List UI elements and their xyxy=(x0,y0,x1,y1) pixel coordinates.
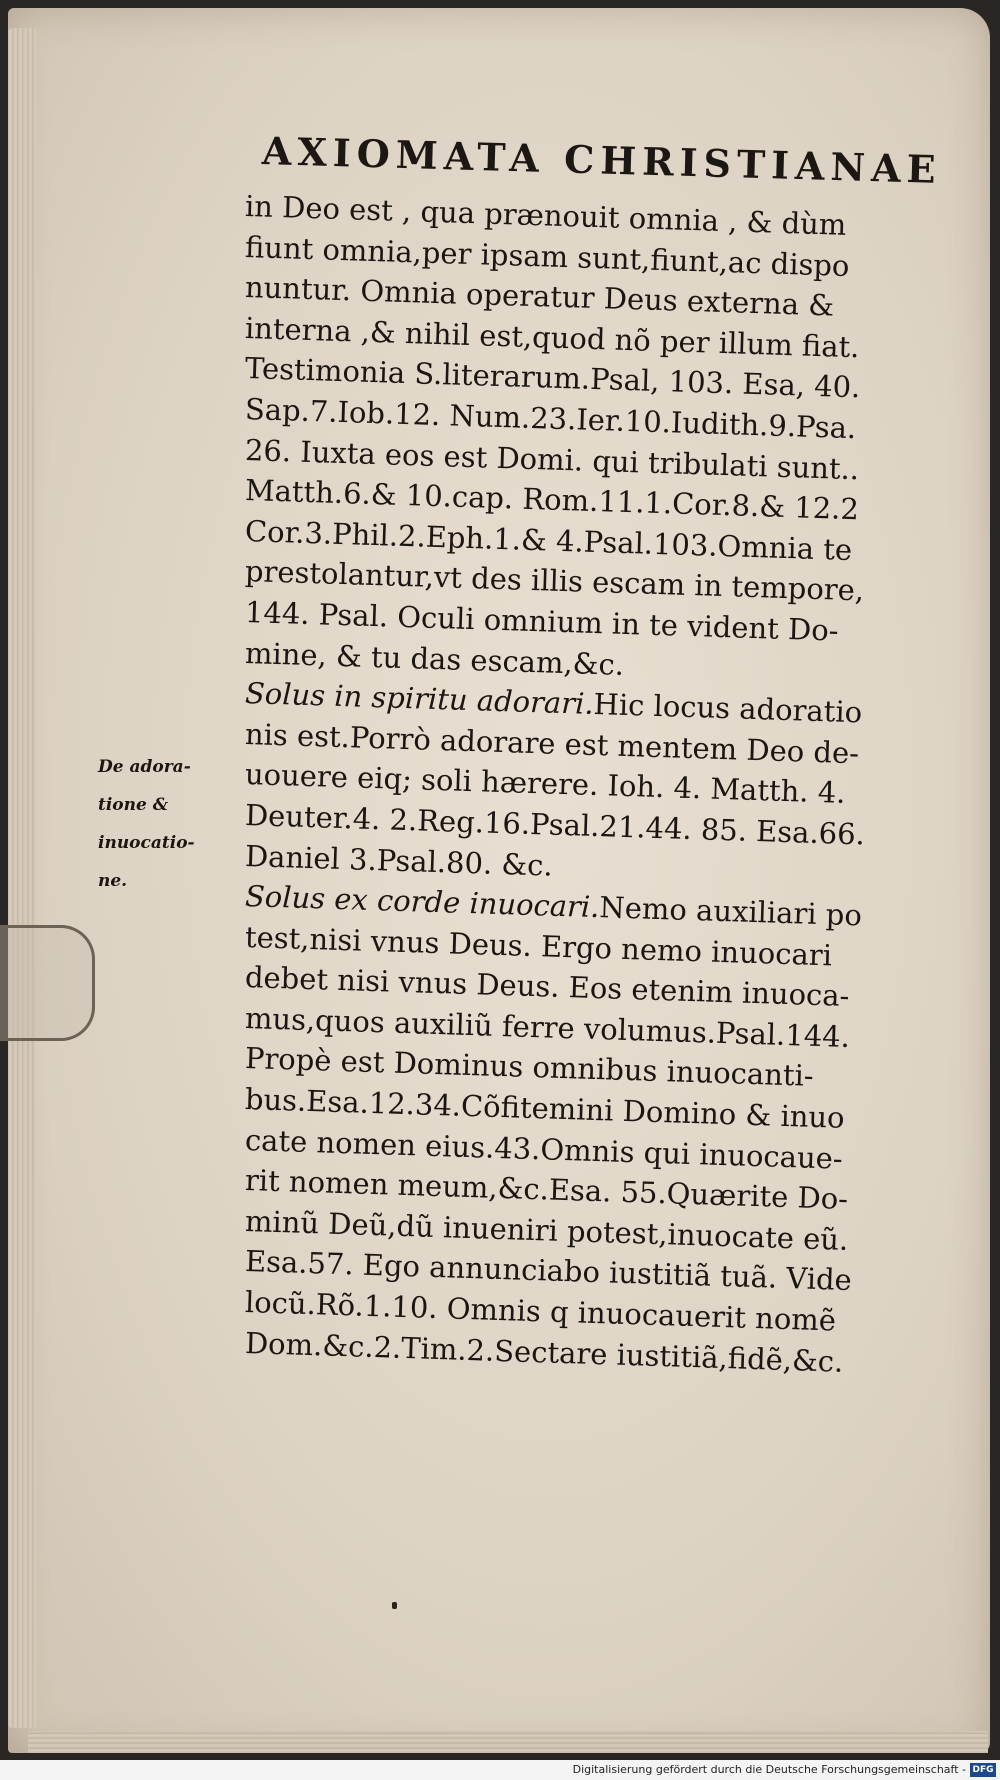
text-line: bus.Esa.12.34.Cõfitemini Domino & inuo xyxy=(244,1082,846,1135)
text-line: cate nomen eius.43.Omnis qui inuocaue- xyxy=(244,1122,844,1176)
margin-note-line: inuocatio- xyxy=(98,833,195,853)
text-line: 144. Psal. Oculi omnium in te vident Do- xyxy=(244,594,840,648)
text-line: minũ Deũ,dũ inueniri potest,inuocate eũ. xyxy=(244,1203,849,1257)
page-edge-left xyxy=(8,28,36,1728)
italic-lead: Solus ex corde inuocari. xyxy=(244,879,600,925)
footer-credit: Digitalisierung gefördert durch die Deutsche Forschungsgemeinschaft - xyxy=(572,1763,966,1776)
text-line: uouere eiq; soli hærere. Ioh. 4. Matth. 4. xyxy=(244,757,846,811)
line-rest: Hic locus adoratio xyxy=(593,687,863,730)
margin-note xyxy=(98,748,248,900)
text-line: nuntur. Omnia operatur Deus externa & xyxy=(244,270,835,323)
text-line: Propè est Dominus omnibus inuocanti- xyxy=(244,1041,815,1094)
clasp-ribbon xyxy=(0,925,95,1041)
text-line: fiunt omnia,per ipsam sunt,fiunt,ac dispo xyxy=(244,229,850,283)
signature-mark xyxy=(392,1602,397,1609)
text-line: locũ.Rõ.1.10. Omnis q inuocauerit nomẽ xyxy=(244,1285,837,1338)
text-line: Testimonia S.literarum.Psal, 103. Esa, 40. xyxy=(244,351,861,405)
dfg-logo-icon: DFG xyxy=(970,1763,996,1777)
page-edge-bottom xyxy=(28,1731,988,1753)
text-line: Sap.7.Iob.12. Num.23.Ier.10.Iudith.9.Psa. xyxy=(244,391,857,446)
text-line: nis est.Porrò adorare est mentem Deo de- xyxy=(244,716,860,771)
text-line: Dom.&c.2.Tim.2.Sectare iustitiã,fidẽ,&c. xyxy=(244,1325,844,1379)
text-line: Matth.6.& 10.cap. Rom.11.1.Cor.8.& 12.2 xyxy=(244,473,860,527)
margin-note-line: De adora- xyxy=(98,757,191,777)
text-line: rit nomen meum,&c.Esa. 55.Quærite Do- xyxy=(244,1163,849,1217)
margin-note-line: tione & xyxy=(98,795,169,815)
margin-note-line: ne. xyxy=(98,871,128,891)
text-line: Cor.3.Phil.2.Eph.1.& 4.Psal.103.Omnia te xyxy=(244,513,853,567)
digitization-footer xyxy=(0,1760,1000,1780)
text-line: mus,quos auxiliũ ferre volumus.Psal.144. xyxy=(244,1000,851,1054)
text-line: 26. Iuxta eos est Domi. qui tribulati sunt.. xyxy=(244,432,860,486)
body-text xyxy=(244,186,945,1379)
line-rest: Nemo auxiliari po xyxy=(598,890,863,933)
text-line: debet nisi vnus Deus. Eos etenim inuoca- xyxy=(244,960,850,1014)
text-line: Daniel 3.Psal.80. &c. xyxy=(244,838,554,883)
running-header: AXIOMATA CHRISTIANAE xyxy=(261,128,943,192)
text-line: prestolantur,vt des illis escam in tempore, xyxy=(244,554,865,608)
italic-lead: Solus in spiritu adorari. xyxy=(244,676,595,722)
text-line: mine, & tu das escam,&c. xyxy=(244,635,625,682)
text-line: Deuter.4. 2.Reg.16.Psal.21.44. 85. Esa.66. xyxy=(244,797,866,852)
text-line: in Deo est , qua prænouit omnia , & dùm xyxy=(244,189,847,242)
text-line: Esa.57. Ego annunciabo iustitiã tuã. Vide xyxy=(244,1244,853,1298)
text-line: test,nisi vnus Deus. Ergo nemo inuocari xyxy=(244,919,833,973)
text-line: interna ,& nihil est,quod nõ per illum fiat. xyxy=(244,310,860,365)
